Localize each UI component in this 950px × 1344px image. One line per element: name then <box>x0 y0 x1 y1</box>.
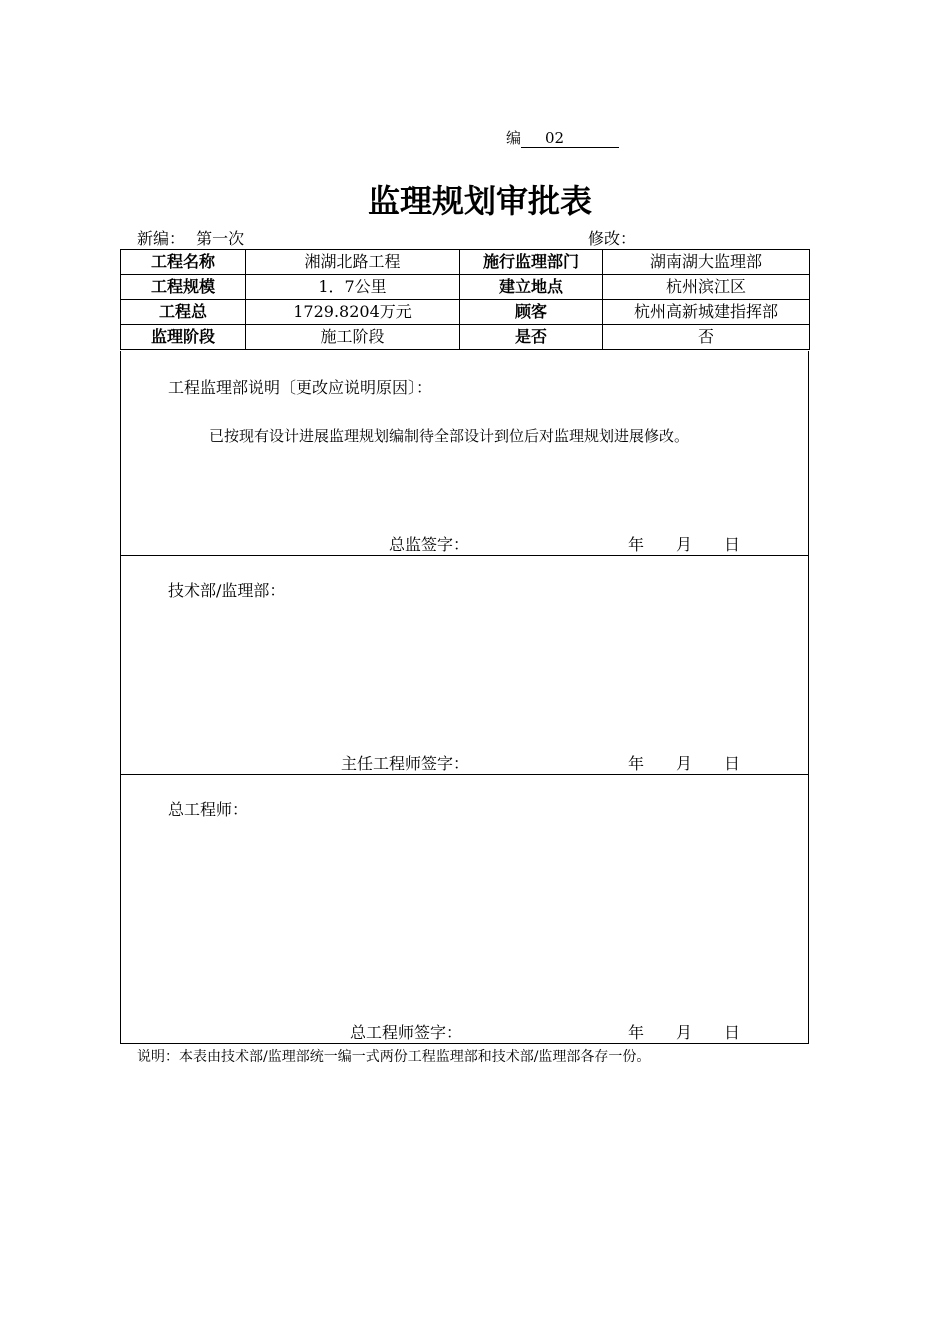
footer-note: 说明：本表由技术部/监理部统一编一式两份工程监理部和技术部/监理部各存一份。 <box>137 1049 651 1065</box>
date-month: 月 <box>676 535 693 554</box>
date-day: 日 <box>724 535 741 554</box>
document-number <box>506 127 619 148</box>
supervision-stage-value: 施工阶段 <box>246 325 460 350</box>
document-number-label: 编 <box>506 129 522 147</box>
date-day: 日 <box>724 754 741 773</box>
supervision-dept-label: 施行监理部门 <box>460 250 603 275</box>
page-title: 监理规划审批表 <box>367 182 592 220</box>
project-total-value: 1729.8204万元 <box>246 300 460 325</box>
client-value: 杭州高新城建指挥部 <box>603 300 810 325</box>
technical-dept-heading: 技术部/监理部： <box>168 581 286 600</box>
site-location-label: 建立地点 <box>460 275 603 300</box>
date-month: 月 <box>676 1023 693 1042</box>
project-total-label: 工程总 <box>121 300 246 325</box>
project-name-label: 工程名称 <box>121 250 246 275</box>
table-row <box>121 300 810 325</box>
date-year: 年 <box>628 535 645 554</box>
general-engineer-section <box>120 775 809 1044</box>
date-day: 日 <box>724 1023 741 1042</box>
supervision-explanation-section <box>120 351 809 556</box>
table-row <box>121 325 810 350</box>
general-engineer-heading: 总工程师： <box>168 800 249 819</box>
date-year: 年 <box>628 1023 645 1042</box>
chief-engineer-signature-label: 主任工程师签字： <box>341 754 470 773</box>
edition-value: 第一次 <box>196 229 245 248</box>
project-scale-label: 工程规模 <box>121 275 246 300</box>
table-row <box>121 250 810 275</box>
technical-dept-section <box>120 556 809 775</box>
supervision-explanation-heading: 工程监理部说明〔更改应说明原因〕： <box>168 378 433 397</box>
supervision-explanation-body: 已按现有设计进展监理规划编制待全部设计到位后对监理规划进展修改。 <box>209 427 690 445</box>
date-month: 月 <box>676 754 693 773</box>
edition-line <box>137 226 244 249</box>
revision-label: 修改： <box>588 229 637 248</box>
project-scale-value: 1．7公里 <box>246 275 460 300</box>
chief-supervisor-signature-label: 总监签字： <box>389 535 470 554</box>
supervision-dept-value: 湖南湖大监理部 <box>603 250 810 275</box>
document-number-value: 02 <box>521 129 619 148</box>
date-year: 年 <box>628 754 645 773</box>
general-engineer-signature-label: 总工程师签字： <box>350 1023 463 1042</box>
client-label: 顾客 <box>460 300 603 325</box>
project-name-value: 湘湖北路工程 <box>246 250 460 275</box>
table-row <box>121 275 810 300</box>
site-location-value: 杭州滨江区 <box>603 275 810 300</box>
yes-no-label: 是否 <box>460 325 603 350</box>
edition-label: 新编： <box>137 229 186 248</box>
supervision-stage-label: 监理阶段 <box>121 325 246 350</box>
yes-no-value: 否 <box>603 325 810 350</box>
project-info-table <box>120 249 810 350</box>
